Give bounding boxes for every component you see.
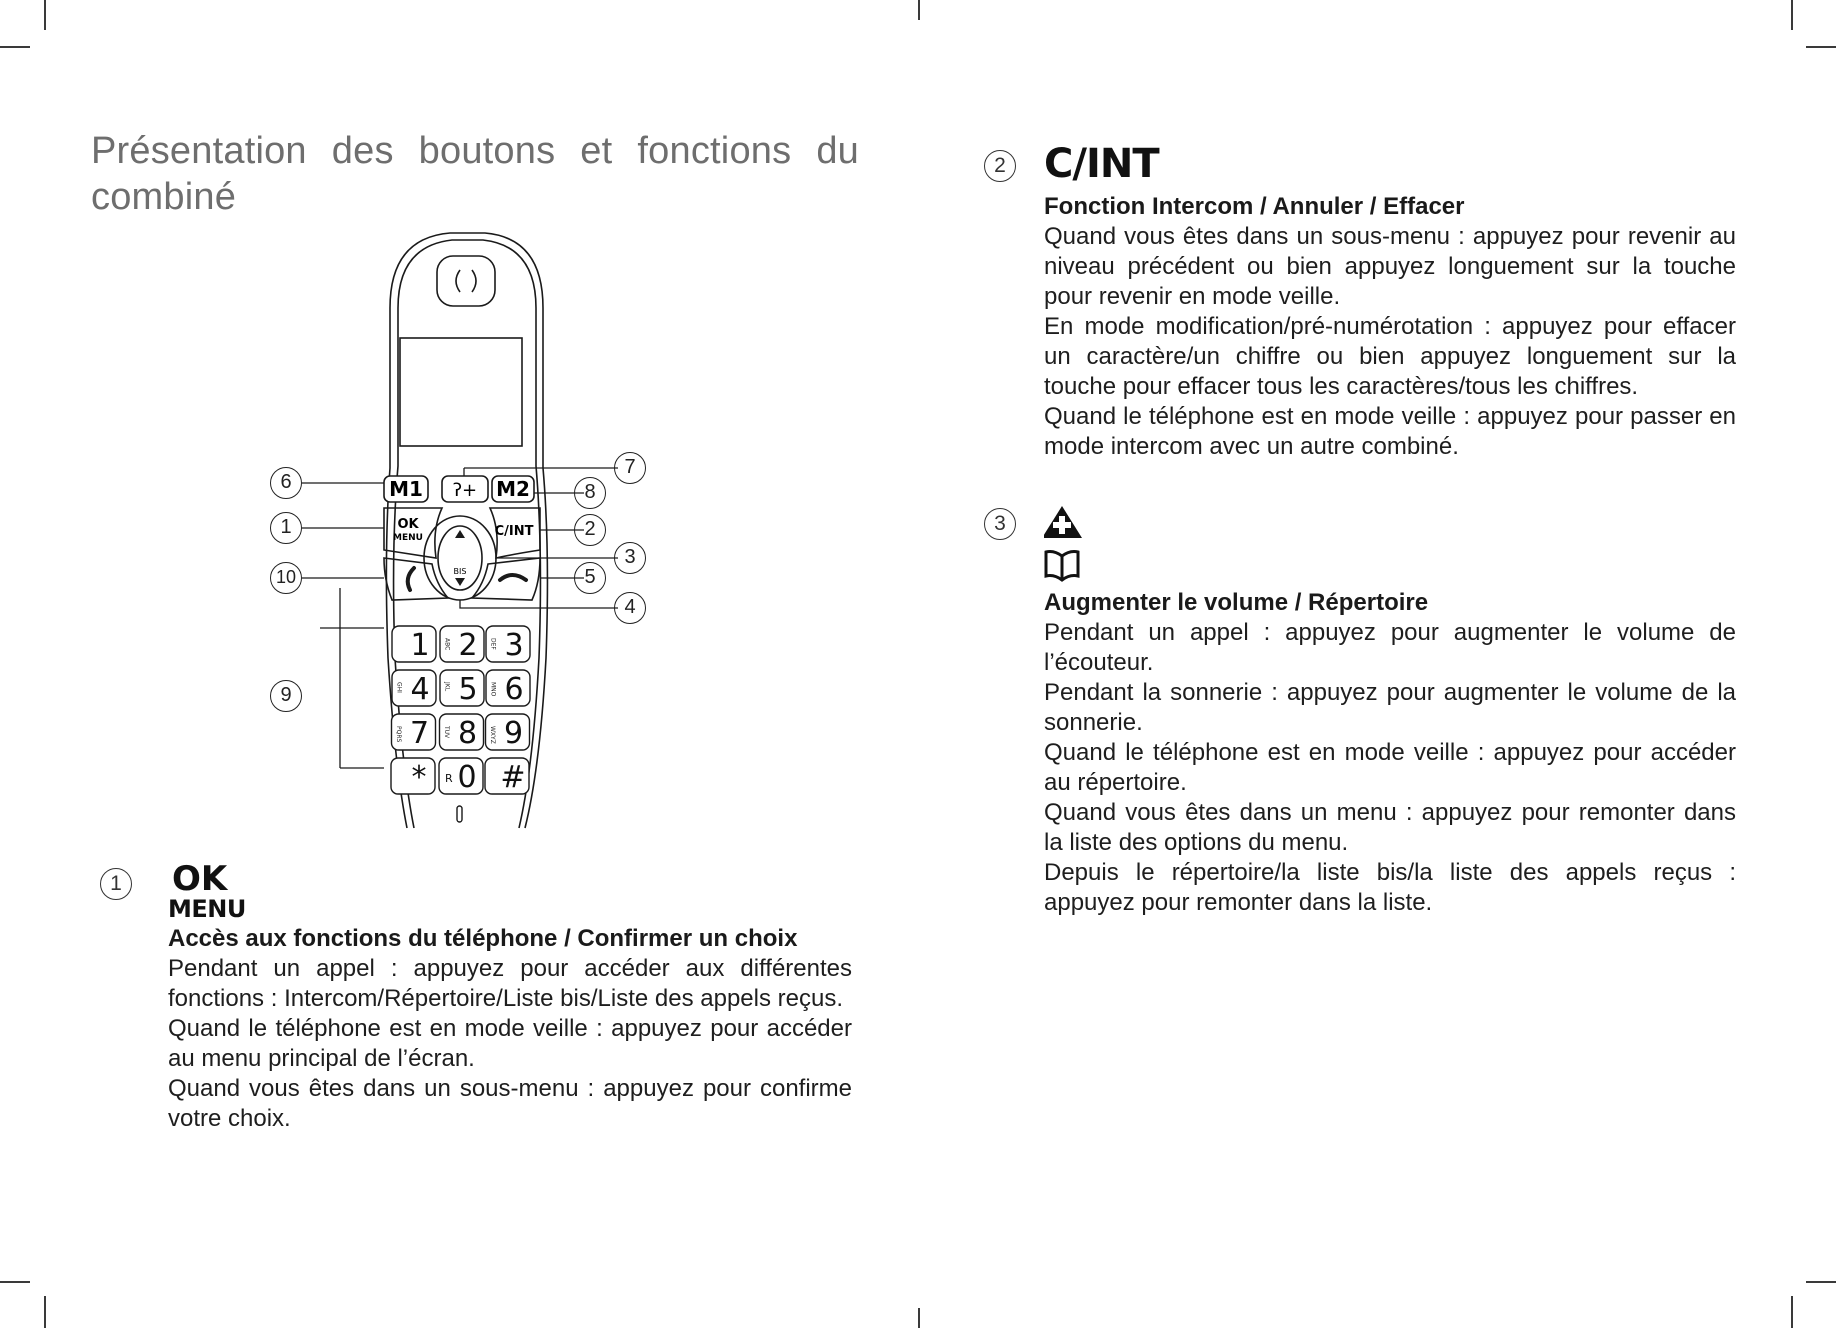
section-paragraph: Quand le téléphone est en mode veille : appuyez pour accéder au menu principal de l’écran. — [168, 1015, 852, 1072]
bis-label: BIS — [453, 567, 467, 576]
keypad-digit: 3 — [504, 628, 524, 663]
crop-mark — [1791, 0, 1793, 30]
earpiece — [437, 256, 495, 306]
display-screen — [400, 338, 522, 446]
callout-6: 6 — [270, 467, 302, 499]
menu-label: MENU — [393, 533, 423, 543]
m1-label: M1 — [389, 477, 423, 501]
volume-directory-icons — [1044, 504, 1088, 588]
section-number: 3 — [984, 508, 1016, 540]
keypad-letters: GHI — [395, 682, 403, 693]
ok-label: OK — [397, 517, 419, 532]
keypad-letters: PQRS — [395, 726, 402, 743]
keypad-letters: MNO — [489, 682, 497, 697]
section-paragraph: Quand vous êtes dans un sous-menu : appuyez pour confirme votre choix. — [168, 1075, 852, 1132]
section-number: 2 — [984, 150, 1016, 182]
recall-key-label: R — [445, 772, 453, 785]
keypad-digit: 7 — [409, 716, 430, 751]
nav-arrows-icon — [455, 530, 465, 586]
crop-mark — [1806, 1281, 1836, 1283]
callout-4: 4 — [614, 592, 646, 624]
callout-8: 8 — [574, 477, 606, 509]
keypad-letters: WXYZ — [489, 726, 496, 744]
section-paragraph: Depuis le répertoire/la liste bis/la liste des appels reçus : appuyez pour remonter dans la liste. — [1044, 859, 1736, 916]
menu-key-label: MENU — [168, 895, 246, 923]
cint-label: C/INT — [494, 524, 534, 539]
crop-mark — [44, 1296, 46, 1328]
ok-key-label: OK — [172, 859, 228, 899]
section-paragraph: Quand vous êtes dans un sous-menu : appuyez pour revenir au niveau précédent ou bien appuyez longuement sur la touche pour revenir en mode veille. — [1044, 223, 1736, 310]
section-paragraph: Quand le téléphone est en mode veille : appuyez pour passer en mode intercom avec un autre combiné. — [1044, 403, 1736, 460]
crop-mark — [44, 0, 46, 30]
section-title: Fonction Intercom / Annuler / Effacer — [1044, 193, 1465, 220]
section-paragraph: Pendant un appel : appuyez pour accéder aux différentes fonctions : Intercom/Répertoire/Liste bis/Liste des appels reçus. — [168, 955, 852, 1012]
callout-10: 10 — [270, 562, 302, 594]
section-paragraph: Pendant un appel : appuyez pour augmenter le volume de l’écouteur. — [1044, 619, 1736, 676]
book-icon — [1046, 552, 1078, 581]
crop-mark — [1791, 1296, 1793, 1328]
keypad-digit: 5 — [458, 672, 478, 707]
section-title: Accès aux fonctions du téléphone / Confirmer un choix — [168, 925, 798, 952]
keypad-letters: JKL — [443, 682, 451, 692]
keypad-digit: 0 — [457, 760, 477, 795]
callout-9: 9 — [270, 680, 302, 712]
section-paragraph: Quand le téléphone est en mode veille : appuyez pour accéder au répertoire. — [1044, 739, 1736, 796]
crop-mark — [918, 0, 920, 20]
keypad-digit: 9 — [503, 716, 524, 751]
section-paragraph: Pendant la sonnerie : appuyez pour augmenter le volume de la sonnerie. — [1044, 679, 1736, 736]
call-handset-icon — [408, 568, 414, 590]
keypad-digit: * — [411, 760, 427, 795]
callout-2: 2 — [574, 514, 606, 546]
page-title: Présentation des boutons et fonctions du combiné — [91, 130, 859, 218]
volume-up-icon — [1044, 506, 1082, 538]
section-paragraph: En mode modification/pré-numérotation : appuyez pour effacer un caractère/un chiffre ou bien appuyez longuement sur la touche pour effacer tous les caractères/tous les chiffres. — [1044, 313, 1736, 400]
m2-label: M2 — [496, 477, 530, 501]
microphone — [457, 806, 462, 822]
section-paragraph: Quand vous êtes dans un menu : appuyez pour remonter dans la liste des options du menu. — [1044, 799, 1736, 856]
keypad-letters: ABC — [443, 638, 451, 651]
callout-7: 7 — [614, 452, 646, 484]
cint-key-label: C/INT — [1044, 141, 1159, 187]
keypad-letters: DEF — [489, 638, 497, 650]
keypad-digit: 6 — [504, 672, 524, 707]
ear-plus-icon: ʔ+ — [452, 480, 478, 501]
callout-5: 5 — [574, 562, 606, 594]
callout-1: 1 — [270, 512, 302, 544]
handset-illustration — [275, 228, 660, 838]
crop-mark — [918, 1308, 920, 1328]
keypad-digit: 4 — [410, 672, 430, 707]
crop-mark — [1806, 46, 1836, 48]
section-number: 1 — [100, 868, 132, 900]
crop-mark — [0, 46, 30, 48]
handset-drawing — [300, 228, 660, 838]
crop-mark — [0, 1281, 30, 1283]
section-title: Augmenter le volume / Répertoire — [1044, 589, 1429, 616]
callout-3: 3 — [614, 542, 646, 574]
keypad-digit: 1 — [410, 628, 430, 663]
keypad-digit: 8 — [457, 716, 478, 751]
keypad-digit: # — [500, 760, 526, 795]
keypad-letters: TUV — [443, 726, 450, 739]
keypad-digit: 2 — [458, 628, 478, 663]
hangup-handset-icon — [500, 575, 526, 580]
